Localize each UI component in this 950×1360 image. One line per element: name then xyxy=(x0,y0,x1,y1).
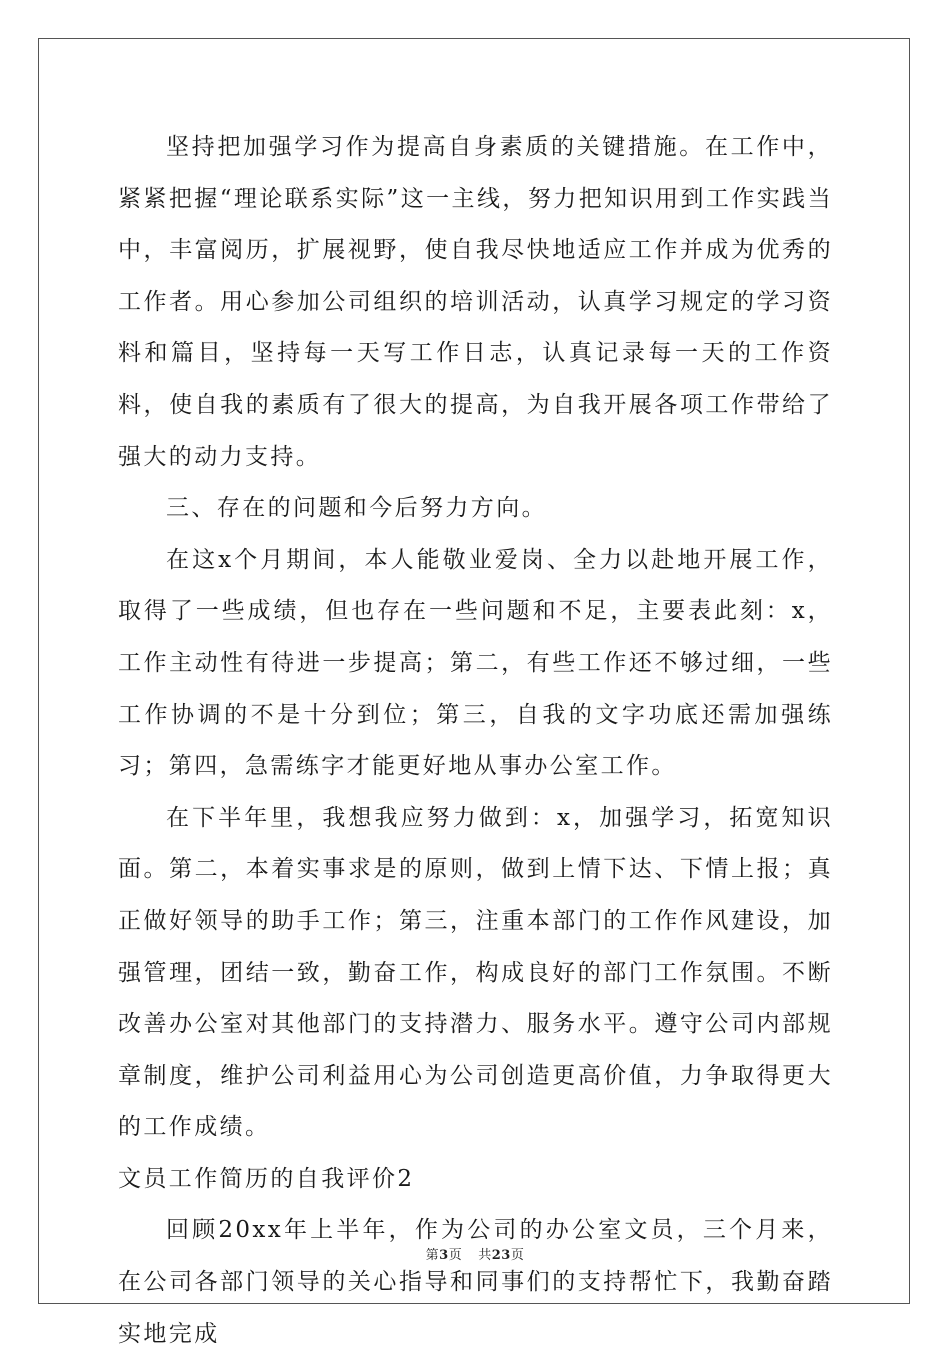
paragraph-review: 回顾20xx年上半年，作为公司的办公室文员，三个月来，在公司各部门领导的关心指导和同事们的支持帮忙下，我勤奋踏实地完成 xyxy=(118,1217,833,1347)
total-prefix: 共 xyxy=(478,1248,492,1263)
section-title-evaluation-2: 文员工作简历的自我评价2 xyxy=(118,1165,415,1192)
total-pages: 23 xyxy=(491,1248,511,1263)
section-heading-problems: 三、存在的问题和今后努力方向。 xyxy=(166,495,547,522)
total-suffix: 页 xyxy=(510,1248,525,1263)
paragraph-shortcomings: 在这x个月期间，本人能敬业爱岗、全力以赴地开展工作，取得了一些成绩，但也存在一些问题和不足，主要表此刻：x，工作主动性有待进一步提高；第二，有些工作还不够过细，一些工作协调的不是十分到位；第三，自我的文字功底还需加强练习；第四，急需练字才能更好地从事办公室工作。 xyxy=(118,546,833,780)
paragraph-plans: 在下半年里，我想我应努力做到：x，加强学习，拓宽知识面。第二，本着实事求是的原则，做到上情下达、下情上报；真正做好领导的助手工作；第三，注重本部门的工作作风建设，加强管理，团结一致，勤奋工作，构成良好的部门工作氛围。不断改善办公室对其他部门的支持潜力、服务水平。遵守公司内部规章制度，维护公司利益用心为公司创造更高价值，力争取得更大的工作成绩。 xyxy=(118,804,833,1141)
page-prefix: 第 xyxy=(425,1248,440,1263)
document-body xyxy=(118,122,833,1360)
page-suffix: 页 xyxy=(448,1248,463,1263)
paragraph-study: 坚持把加强学习作为提高自身素质的关键措施。在工作中，紧紧把握“理论联系实际”这一主线，努力把知识用到工作实践当中，丰富阅历，扩展视野，使自我尽快地适应工作并成为优秀的工作者。用心参加公司组织的培训活动，认真学习规定的学习资料和篇目，坚持每一天写工作日志，认真记录每一天的工作资料，使自我的素质有了很大的提高，为自我开展各项工作带给了强大的动力支持。 xyxy=(118,134,833,470)
page-number: 3 xyxy=(439,1248,449,1263)
page-footer xyxy=(0,1244,950,1263)
